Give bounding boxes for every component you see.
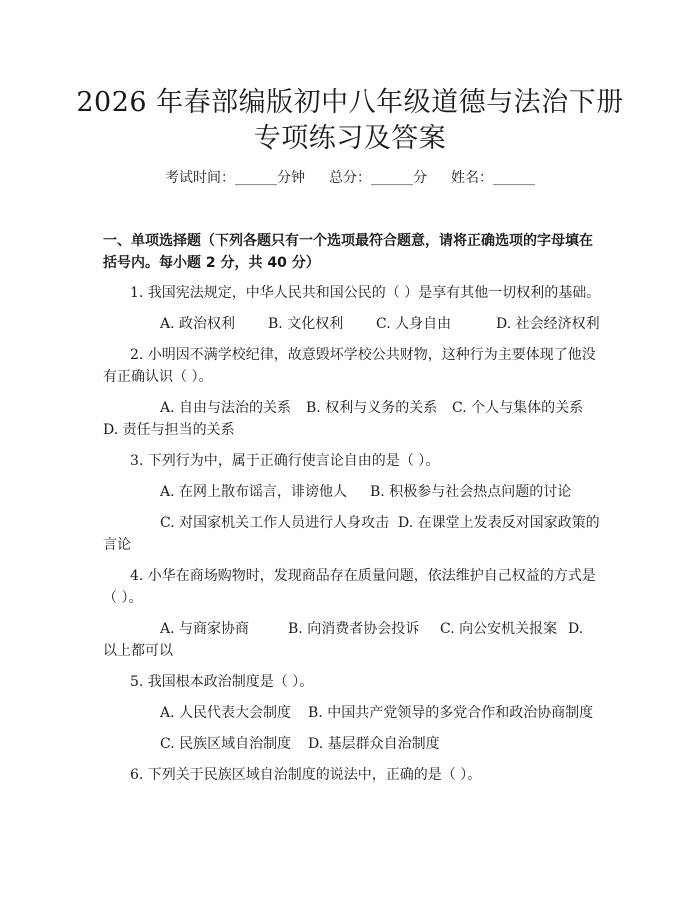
question-4-stem-cont: （ ）。	[103, 590, 143, 606]
question-6-stem: 6. 下列关于民族区域自治制度的说法中，正确的是（ ）。	[130, 767, 482, 783]
question-2-option-d: D. 责任与担当的关系	[103, 422, 235, 438]
question-5-option-a: A. 人民代表大会制度	[160, 705, 292, 721]
section-heading-line2: 括号内。每小题 2 分，共 40 分）	[103, 255, 320, 271]
question-3-option-b: B. 积极参与社会热点问题的讨论	[370, 484, 572, 500]
question-2-stem-cont: 有正确认识（ ）。	[103, 369, 213, 385]
question-4-option-a: A. 与商家协商	[160, 621, 250, 637]
page-title-line2: 专项练习及答案	[253, 123, 447, 154]
question-3-option-d: D. 在课堂上发表反对国家政策的	[398, 515, 600, 531]
exam-name: 姓名：______	[451, 170, 535, 186]
question-1-option-b: B. 文化权利	[268, 316, 344, 332]
question-1-stem: 1. 我国宪法规定，中华人民共和国公民的（ ）是享有其他一切权利的基础。	[130, 285, 601, 301]
exam-meta	[0, 168, 700, 188]
question-1-option-a: A. 政治权利	[160, 316, 236, 332]
question-5-option-d: D. 基层群众自治制度	[308, 736, 440, 752]
question-4-option-c: C. 向公安机关报案	[440, 621, 558, 637]
question-2-option-b: B. 权利与义务的关系	[306, 400, 438, 416]
question-4-option-d-cont: 以上都可以	[103, 643, 173, 659]
question-2-option-c: C. 个人与集体的关系	[452, 400, 584, 416]
section-heading-line1: 一、单项选择题（下列各题只有一个选项最符合题意，请将正确选项的字母填在	[103, 233, 593, 249]
question-4-option-d: D.	[568, 621, 584, 637]
question-3-stem: 3. 下列行为中，属于正确行使言论自由的是（ ）。	[130, 453, 440, 469]
question-2-option-a: A. 自由与法治的关系	[160, 400, 292, 416]
question-3-option-d-cont: 言论	[103, 537, 131, 553]
question-4-stem: 4. 小华在商场购物时，发现商品存在质量问题，依法维护自己权益的方式是	[130, 568, 596, 584]
question-3-option-c: C. 对国家机关工作人员进行人身攻击	[160, 515, 390, 531]
exam-time: 考试时间：______分钟	[165, 170, 305, 186]
question-2-stem: 2. 小明因不满学校纪律，故意毁坏学校公共财物，这种行为主要体现了他没	[130, 347, 596, 363]
question-1-option-d: D. 社会经济权利	[496, 316, 600, 332]
question-5-option-b: B. 中国共产党领导的多党合作和政治协商制度	[308, 705, 594, 721]
question-5-stem: 5. 我国根本政治制度是（ ）。	[130, 674, 314, 690]
question-5-option-c: C. 民族区域自治制度	[160, 736, 292, 752]
exam-score: 总分：______分	[329, 170, 427, 186]
page-title-line1: 2026 年春部编版初中八年级道德与法治下册	[76, 87, 624, 118]
question-3-option-a: A. 在网上散布谣言，诽谤他人	[160, 484, 348, 500]
question-4-option-b: B. 向消费者协会投诉	[288, 621, 420, 637]
question-1-option-c: C. 人身自由	[376, 316, 452, 332]
